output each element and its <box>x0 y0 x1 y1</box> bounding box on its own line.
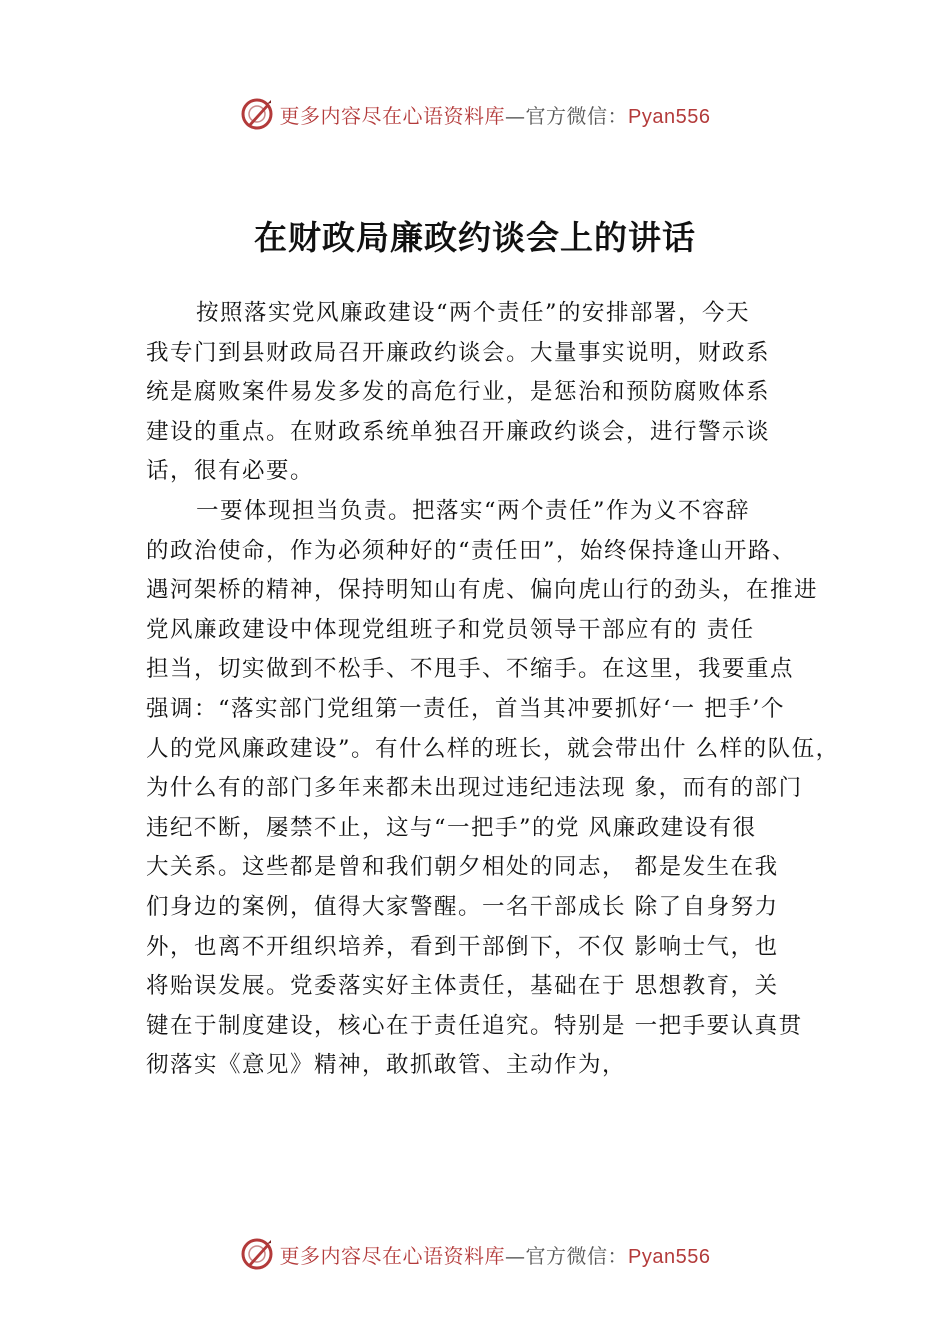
body-line: 键在于制度建设，核心在于责任追究。特别是 一把手要认真贯 <box>146 1012 803 1039</box>
body-line: 强调：“落实部门党组第一责任，首当其冲要抓好‘一 把手’个 <box>146 695 785 722</box>
banner-wechat-id: Pyan556 <box>628 1245 711 1268</box>
banner-wechat-label: 官方微信： <box>525 103 629 128</box>
body-line: 为什么有的部门多年来都未出现过违纪违法现 象，而有的部门 <box>146 775 803 802</box>
banner-wechat-id: Pyan556 <box>628 105 711 128</box>
banner-text <box>280 1240 711 1269</box>
body-line: 党风廉政建设中体现党组班子和党员领导干部应有的 责任 <box>146 616 755 643</box>
body-line: 我专门到县财政局召开廉政约谈会。大量事实说明，财政系 <box>146 339 771 366</box>
body-line: 外，也离不开组织培养，看到干部倒下，不仅 影响士气，也 <box>146 933 779 960</box>
body-line: 们身边的案例，值得大家警醒。一名干部成长 除了自身努力 <box>146 893 779 920</box>
body-line: 的政治使命，作为必须种好的“责任田”，始终保持逢山开路、 <box>146 537 797 564</box>
quill-pen-logo-icon <box>240 1237 274 1271</box>
body-line: 彻落实《意见》精神，敢抓敢管、主动作为， <box>146 1052 627 1079</box>
body-line: 一要体现担当负责。把落实“两个责任”作为义不容辞 <box>196 497 751 524</box>
body-line: 建设的重点。在财政系统单独召开廉政约谈会，进行警示谈 <box>146 418 771 445</box>
banner-main-text: 更多内容尽在心语资料库 <box>279 103 506 128</box>
body-line: 话，很有必要。 <box>146 458 315 485</box>
document-title: 在财政局廉政约谈会上的讲话 <box>254 218 696 257</box>
body-line: 按照落实党风廉政建设“两个责任”的安排部署，今天 <box>196 300 751 326</box>
banner-text <box>280 100 711 129</box>
body-line: 统是腐败案件易发多发的高危行业，是惩治和预防腐败体系 <box>146 379 771 406</box>
body-line: 大关系。这些都是曾和我们朝夕相处的同志， 都是发生在我 <box>146 854 779 881</box>
body-line: 人的党风廉政建设”。有什么样的班长，就会带出什 么样的队伍， <box>146 735 840 762</box>
body-line: 将贻误发展。党委落实好主体责任，基础在于 思想教育，关 <box>146 973 779 1000</box>
body-line: 遇河架桥的精神，保持明知山有虎、偏向虎山行的劲头，在推进 <box>146 577 819 604</box>
header-banner <box>0 94 950 134</box>
document-body <box>146 294 846 1086</box>
banner-wechat-label: 官方微信： <box>525 1243 629 1268</box>
banner-main-text: 更多内容尽在心语资料库 <box>279 1243 506 1268</box>
banner-separator: — <box>505 103 526 128</box>
body-line: 违纪不断，屡禁不止，这与“一把手”的党 风廉政建设有很 <box>146 814 757 841</box>
footer-banner <box>0 1234 950 1274</box>
body-line: 担当，切实做到不松手、不甩手、不缩手。在这里，我要重点 <box>146 656 795 683</box>
banner-separator: — <box>505 1243 526 1268</box>
quill-pen-logo-icon <box>240 97 274 131</box>
